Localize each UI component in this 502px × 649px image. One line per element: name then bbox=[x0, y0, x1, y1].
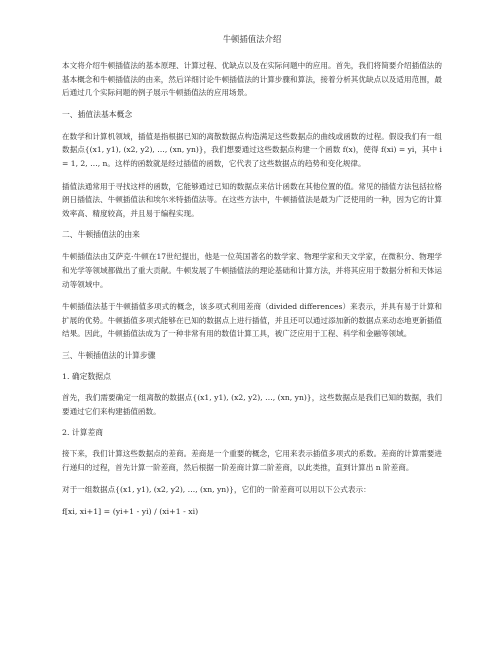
section-2-paragraph-1: 牛顿插值法由艾萨克·牛顿在17世纪提出，他是一位英国著名的数学家、物理学家和天文学家，在微积分、物理学和光学等领域都做出了重大贡献。牛顿发展了牛顿插值法的理论基础和计算方法，并将其应用于数据分析和天体运动等领域中。 bbox=[62, 252, 442, 289]
section-1-paragraph-1: 在数学和计算机领域，插值是指根据已知的离散数据点构造满足这些数据点的曲线或函数的过程。假设我们有一组数据点{(x1, y1), (x2, y2), …, (xn, yn)}，我们想要通过这些数据点构建一个函数 f(x)，使得 f(xi) = yi，其中 i = 1, 2, …, n。这样的函数就是经过插值的函数，它代表了这些数据点的趋势和变化规律。 bbox=[62, 131, 442, 168]
formula-intro: 对于一组数据点{(x1, y1), (x2, y2), …, (xn, yn)}，它们的一阶差商可以用以下公式表示： bbox=[62, 485, 371, 495]
section-2-heading: 二、牛顿插值法的由来 bbox=[62, 230, 140, 240]
section-2-paragraph-2: 牛顿插值法基于牛顿插值多项式的概念，该多项式利用差商（divided differences）来表示，并具有易于计算和扩展的优势。牛顿插值多项式能够在已知的数据点上进行插值，并且还可以通过添加新的数据点来动态地更新插值结果。因此，牛顿插值法成为了一种非常有用的数值计算工具，被广泛应用于工程、科学和金融等领域。 bbox=[62, 302, 442, 339]
step-2-paragraph: 接下来，我们计算这些数据点的差商。差商是一个重要的概念，它用来表示插值多项式的系数。差商的计算需要进行递归的过程，首先计算一阶差商，然后根据一阶差商计算二阶差商，以此类推，直到计算出 n 阶差商。 bbox=[62, 449, 442, 472]
divided-difference-formula: f[xi, xi+1] = (yi+1 - yi) / (xi+1 - xi) bbox=[62, 506, 199, 516]
step-2-heading: 2. 计算差商 bbox=[62, 428, 104, 438]
document-body bbox=[62, 33, 442, 518]
section-1-paragraph-2: 插值法通常用于寻找这样的函数，它能够通过已知的数据点来估计函数在其他位置的值。常见的插值方法包括拉格朗日插值法、牛顿插值法和埃尔米特插值法等。在这些方法中，牛顿插值法是最为广泛使用的一种，因为它的计算效率高、精度较高，并且易于编程实现。 bbox=[62, 181, 442, 218]
document-title: 牛顿插值法介绍 bbox=[222, 34, 282, 44]
intro-paragraph: 本文将介绍牛顿插值法的基本原理、计算过程、优缺点以及在实际问题中的应用。首先，我们将简要介绍插值法的基本概念和牛顿插值法的由来，然后详细讨论牛顿插值法的计算步骤和算法，接着分析其优缺点以及适用范围，最后通过几个实际问题的例子展示牛顿插值法的应用场景。 bbox=[62, 61, 442, 98]
section-1-heading: 一、插值法基本概念 bbox=[62, 109, 133, 119]
step-1-paragraph: 首先，我们需要确定一组离散的数据点{(x1, y1), (x2, y2), …, (xn, yn)}，这些数据点是我们已知的数据，我们要通过它们来构建插值函数。 bbox=[62, 392, 442, 416]
section-3-heading: 三、牛顿插值法的计算步骤 bbox=[62, 350, 156, 360]
step-1-heading: 1. 确定数据点 bbox=[62, 371, 111, 381]
